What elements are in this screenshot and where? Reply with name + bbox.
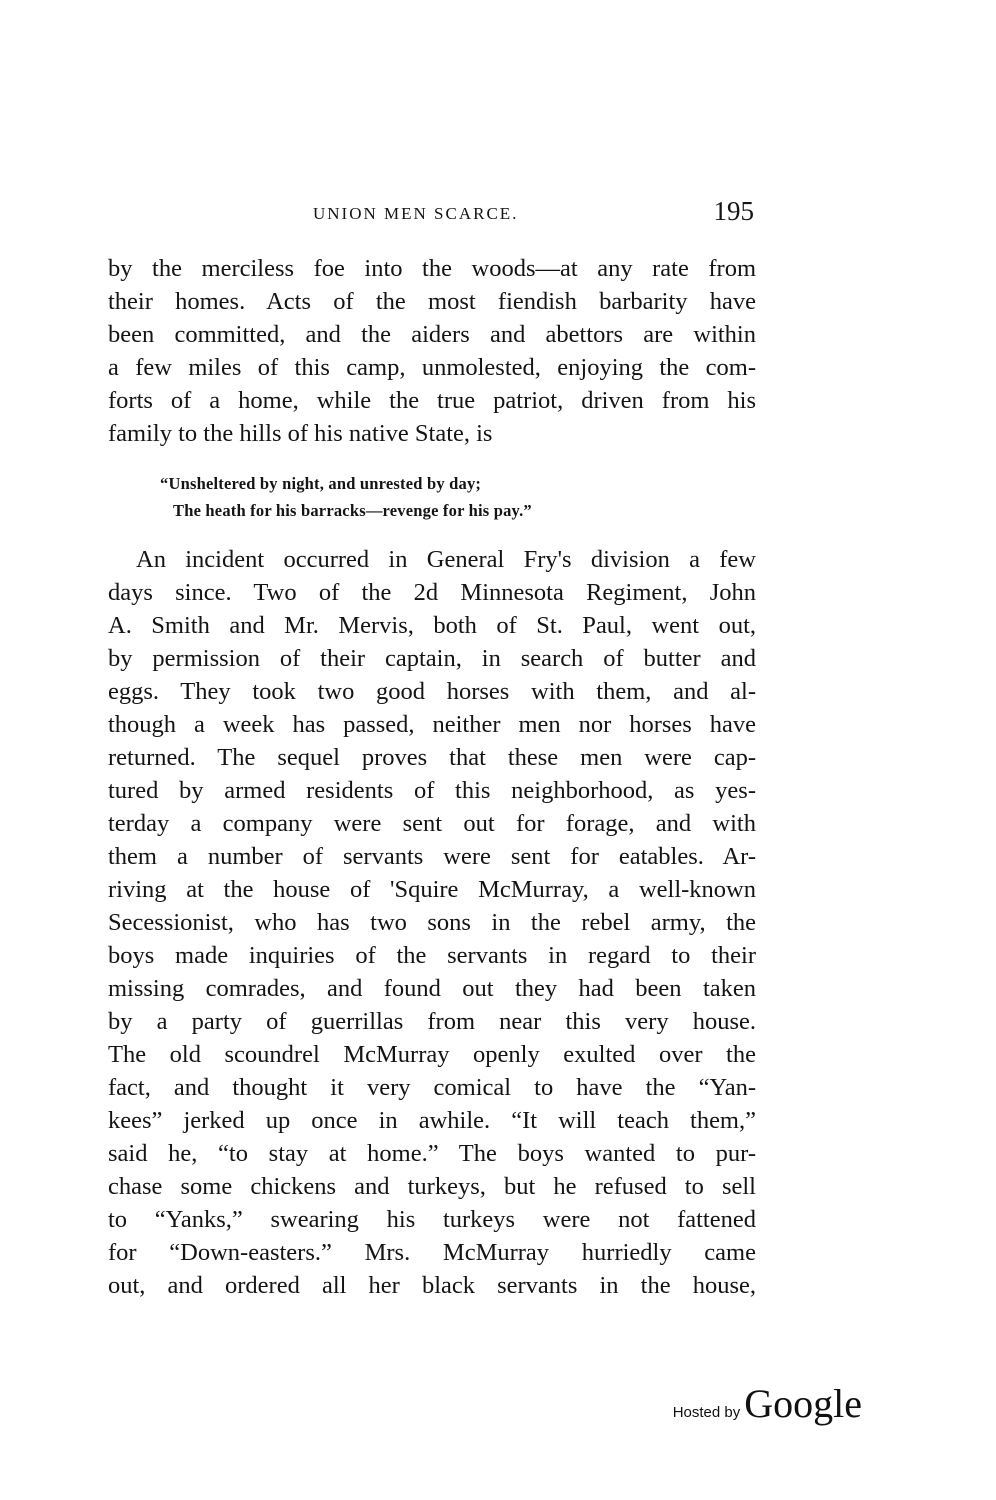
watermark-prefix: Hosted by — [672, 1404, 741, 1421]
text-line: riving at the house of 'Squire McMurray, a well-known — [108, 876, 756, 903]
text-line: tured by armed residents of this neighborhood, as yes- — [108, 777, 756, 804]
text-line: a few miles of this camp, unmolested, enjoying the com- — [108, 354, 756, 381]
text-line: eggs. They took two good horses with them, and al- — [108, 678, 756, 705]
text-line: been committed, and the aiders and abettors are within — [108, 321, 756, 348]
text-line: missing comrades, and found out they had been taken — [108, 975, 756, 1002]
google-logo-text: Google — [744, 1381, 862, 1426]
text-line: by a party of guerrillas from near this very house. — [108, 1008, 756, 1035]
text-line: them a number of servants were sent for eatables. Ar- — [108, 843, 756, 870]
text-line: The old scoundrel McMurray openly exulted over the — [108, 1041, 756, 1068]
text-line: returned. The sequel proves that these men were cap- — [108, 744, 756, 771]
hosted-by-google-watermark — [673, 1380, 862, 1427]
text-line: out, and ordered all her black servants in the house, — [108, 1272, 756, 1299]
page-header — [108, 196, 756, 236]
verse-quotation — [160, 470, 532, 524]
paragraph-2 — [108, 543, 756, 1302]
text-line: family to the hills of his native State, is — [108, 420, 493, 447]
text-line: by the merciless foe into the woods—at any rate from — [108, 255, 756, 282]
text-line: days since. Two of the 2d Minnesota Regiment, John — [108, 579, 756, 606]
text-line: to “Yanks,” swearing his turkeys were not fattened — [108, 1206, 756, 1233]
text-line: though a week has passed, neither men nor horses have — [108, 711, 756, 738]
text-line: forts of a home, while the true patriot, driven from his — [108, 387, 756, 414]
text-line: terday a company were sent out for forage, and with — [108, 810, 756, 837]
text-line: A. Smith and Mr. Mervis, both of St. Paul, went out, — [108, 612, 756, 639]
text-line: for “Down-easters.” Mrs. McMurray hurriedly came — [108, 1239, 756, 1266]
text-line: chase some chickens and turkeys, but he refused to sell — [108, 1173, 756, 1200]
quote-line: The heath for his barracks—revenge for his pay.” — [173, 501, 532, 520]
text-line: kees” jerked up once in awhile. “It will teach them,” — [108, 1107, 756, 1134]
running-head: UNION MEN SCARCE. — [313, 204, 519, 223]
quote-line: “Unsheltered by night, and unrested by day; — [160, 474, 482, 493]
text-line: boys made inquiries of the servants in regard to their — [108, 942, 756, 969]
page-number: 195 — [713, 196, 754, 226]
text-line: their homes. Acts of the most fiendish barbarity have — [108, 288, 756, 315]
text-line: An incident occurred in General Fry's division a few — [136, 546, 756, 573]
text-line: fact, and thought it very comical to have the “Yan- — [108, 1074, 756, 1101]
text-line: by permission of their captain, in search of butter and — [108, 645, 756, 672]
text-line: said he, “to stay at home.” The boys wanted to pur- — [108, 1140, 756, 1167]
text-line: Secessionist, who has two sons in the rebel army, the — [108, 909, 756, 936]
paragraph-1 — [108, 252, 756, 450]
